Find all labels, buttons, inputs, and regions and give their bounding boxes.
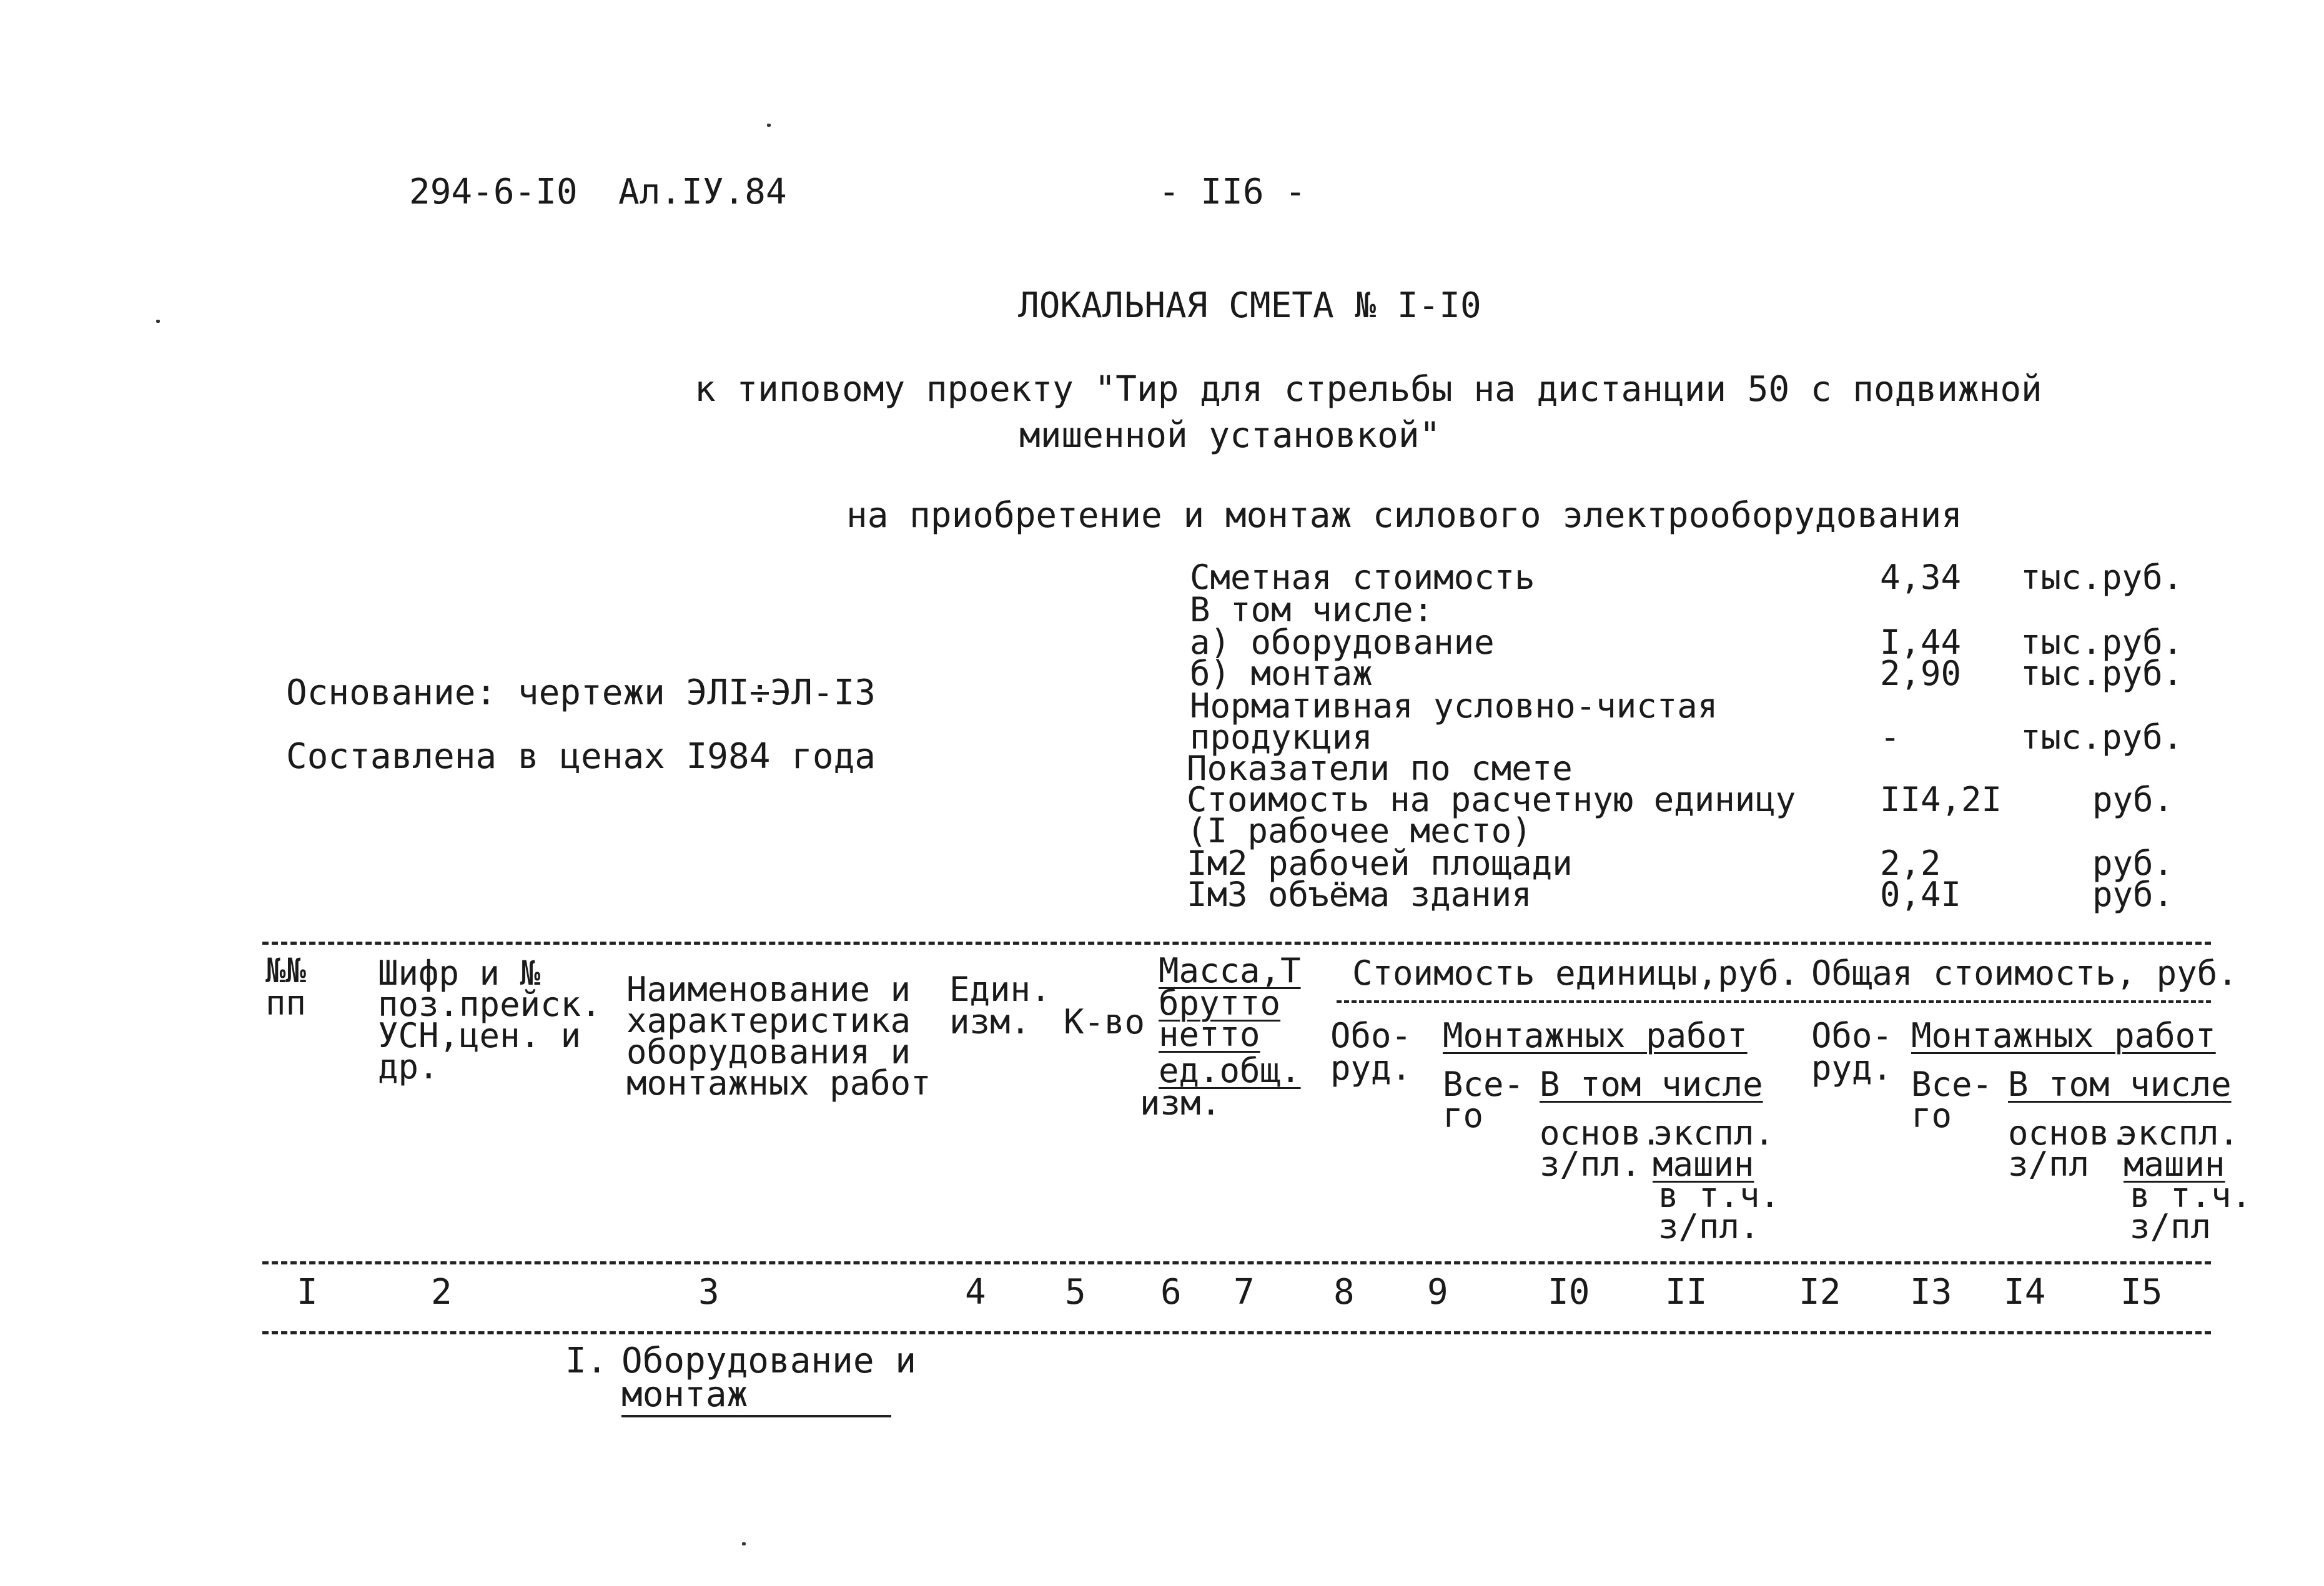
- basis-line: Основание: чертежи ЭЛI÷ЭЛ-I3: [286, 672, 876, 713]
- total-all-header: Все-: [1911, 1065, 1993, 1104]
- unit-all-header: Все-: [1443, 1065, 1525, 1104]
- estimate-subject: на приобретение и монтаж силового электрооборудования: [846, 495, 1962, 536]
- mass-gross: брутто: [1159, 983, 1281, 1023]
- summary-label: Показатели по смете: [1187, 749, 1573, 788]
- album-number: Ал.IУ.84: [618, 172, 787, 212]
- unit-basic-header: з/пл.: [1540, 1145, 1641, 1184]
- col5-header: К-во: [1064, 1002, 1145, 1042]
- total-cost-header: Общая стоимость, руб.: [1811, 953, 2238, 993]
- column-number: 7: [1234, 1272, 1255, 1313]
- column-number: I: [297, 1272, 318, 1313]
- column-number: I2: [1799, 1272, 1841, 1313]
- col2-header: др.: [378, 1047, 439, 1086]
- summary-label: а) оборудование: [1190, 623, 1495, 662]
- total-equip-header: руд.: [1811, 1048, 1893, 1088]
- summary-value: 2,2: [1880, 844, 1941, 883]
- col3-header: Наименование и: [626, 970, 911, 1009]
- unit-zpl-header: з/пл.: [1658, 1207, 1760, 1246]
- summary-label: продукция: [1190, 717, 1373, 757]
- summary-value: II4,2I: [1880, 780, 2002, 819]
- summary-value: 0,4I: [1880, 875, 1962, 914]
- scan-speck: [767, 124, 771, 127]
- summary-label: Стоимость на расчетную единицу: [1187, 780, 1796, 819]
- document-code: 294-6-I0: [409, 172, 578, 212]
- col4-header: Един.: [949, 970, 1051, 1009]
- column-number: I0: [1548, 1272, 1590, 1313]
- summary-unit: руб.: [2092, 780, 2174, 819]
- column-number: 2: [431, 1272, 452, 1313]
- unit-all-header: го: [1443, 1096, 1484, 1135]
- column-number: I5: [2120, 1272, 2163, 1313]
- table-numbers-bottom-rule: [262, 1331, 2211, 1334]
- page-number: - II6 -: [1159, 172, 1307, 212]
- summary-unit: руб.: [2092, 844, 2174, 883]
- table-top-rule: [262, 942, 2211, 945]
- mass-header: Масса,Т: [1159, 951, 1301, 990]
- unit-mount-header: Монтажных работ: [1443, 1016, 1748, 1055]
- unit-machines-header: машин: [1653, 1145, 1754, 1184]
- total-all-header: го: [1911, 1096, 1952, 1135]
- summary-value: I,44: [1880, 623, 1962, 662]
- section-title: Оборудование и: [621, 1341, 917, 1381]
- total-machines-header: машин: [2124, 1145, 2225, 1184]
- total-zpl-header: з/пл: [2130, 1207, 2212, 1246]
- section-number: I.: [565, 1341, 608, 1381]
- column-number: 8: [1333, 1272, 1355, 1313]
- section-title-underline: [621, 1415, 891, 1417]
- column-number: 6: [1160, 1272, 1182, 1313]
- unit-expl-header: экспл.: [1653, 1113, 1775, 1153]
- estimate-title: ЛОКАЛЬНАЯ СМЕТА № I-I0: [1018, 285, 1481, 326]
- summary-label: (I рабочее место): [1187, 811, 1532, 850]
- col1-header-sub: пп: [265, 983, 307, 1023]
- mass-unit-header-sub: изм.: [1140, 1083, 1222, 1123]
- unit-cost-header: Стоимость единицы,руб.: [1352, 953, 1799, 993]
- total-expl-header: экспл.: [2117, 1113, 2240, 1153]
- column-number: I4: [2004, 1272, 2046, 1313]
- unit-vtch-header: в т.ч.: [1658, 1176, 1781, 1215]
- summary-label: Iм2 рабочей площади: [1187, 844, 1573, 883]
- total-basic-header: з/пл: [2008, 1145, 2090, 1184]
- total-vtch-header: в т.ч.: [2130, 1176, 2252, 1215]
- summary-value: 4,34: [1880, 558, 1962, 597]
- summary-value: 2,90: [1880, 654, 1962, 693]
- total-equip-header: Обо-: [1811, 1016, 1893, 1055]
- summary-label: Iм3 объёма здания: [1187, 875, 1532, 914]
- col2-header: Шифр и №: [378, 953, 541, 993]
- mass-unit-header: ед.общ.: [1159, 1051, 1301, 1090]
- col3-header: характеристика: [626, 1001, 911, 1040]
- total-incl-header: В том числе: [2008, 1065, 2232, 1104]
- col3-header: монтажных работ: [626, 1063, 931, 1103]
- col1-header: №№: [265, 951, 307, 990]
- column-number: II: [1665, 1272, 1708, 1313]
- total-mount-header: Монтажных работ: [1911, 1016, 2216, 1055]
- summary-value: -: [1880, 717, 1901, 757]
- project-title-line1: к типовому проекту "Тир для стрельбы на дистанции 50 с подвижной: [695, 369, 2042, 410]
- column-number: 9: [1427, 1272, 1448, 1313]
- col3-header: оборудования и: [626, 1032, 911, 1071]
- total-basic-header: основ.: [2008, 1113, 2130, 1153]
- column-number: 5: [1065, 1272, 1086, 1313]
- summary-unit: руб.: [2092, 875, 2174, 914]
- summary-unit: тыс.руб.: [2020, 558, 2183, 597]
- summary-label: Сметная стоимость: [1190, 558, 1535, 597]
- scan-speck: [742, 1542, 746, 1545]
- summary-unit: тыс.руб.: [2020, 717, 2183, 757]
- table-numbers-top-rule: [262, 1261, 2211, 1264]
- summary-label: б) монтаж: [1190, 654, 1373, 693]
- column-number: 4: [965, 1272, 986, 1313]
- unit-equip-header: Обо-: [1330, 1016, 1412, 1055]
- unit-equip-header: руд.: [1330, 1048, 1412, 1088]
- unit-basic-header: основ.: [1540, 1113, 1662, 1153]
- summary-unit: тыс.руб.: [2020, 654, 2183, 693]
- project-title-line2: мишенной установкой": [1019, 415, 1441, 456]
- col2-header: УСН,цен. и: [378, 1016, 581, 1055]
- unit-incl-header: В том числе: [1540, 1065, 1763, 1104]
- cost-group-rule: [1337, 1000, 2211, 1003]
- column-number: I3: [1910, 1272, 1952, 1313]
- summary-unit: тыс.руб.: [2020, 623, 2183, 662]
- summary-label: В том числе:: [1190, 590, 1434, 629]
- summary-label: Нормативная условно-чистая: [1190, 686, 1718, 726]
- col4-header: изм.: [949, 1002, 1031, 1042]
- col2-header: поз.прейск.: [378, 985, 601, 1024]
- column-number: 3: [698, 1272, 719, 1313]
- prices-line: Составлена в ценах I984 года: [286, 736, 876, 777]
- mass-net: нетто: [1159, 1015, 1260, 1054]
- scan-speck: [156, 320, 160, 323]
- section-title-sub: монтаж: [621, 1374, 748, 1415]
